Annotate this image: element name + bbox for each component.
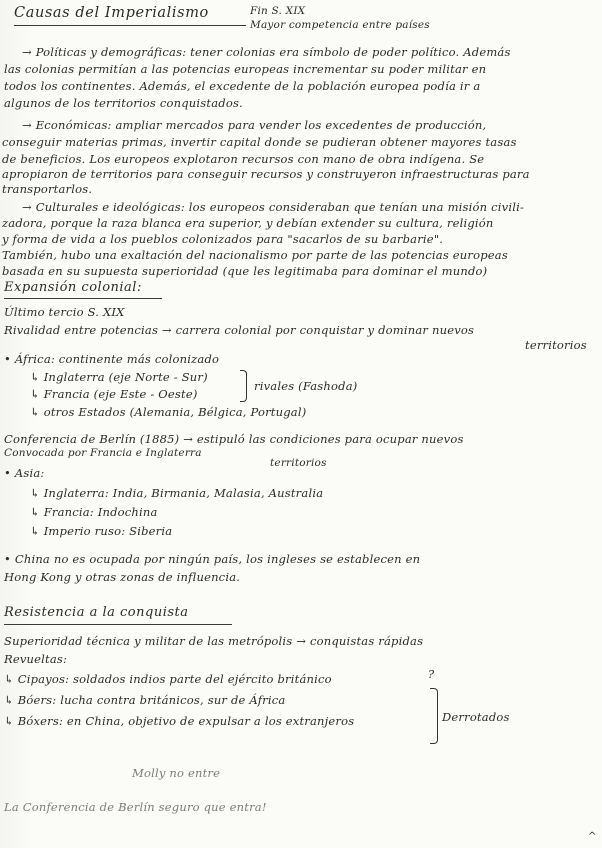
rivalry-line-cont: territorios [525,338,587,352]
resistance-item: ↳ Cipayos: soldados indios parte del ejército británico [4,672,332,686]
text-line: También, hubo una exaltación del nacionalismo por parte de las potencias europeas [2,248,508,262]
africa-item: ↳ Inglaterra (eje Norte - Sur) [30,370,208,384]
section-heading-resistance: Resistencia a la conquista [4,605,189,620]
text-line: apropiaron de territorios para conseguir recursos y construyeron infraestructuras para [2,167,530,181]
text-line: las colonias permitían a las potencias europeas incrementar su poder militar en [4,62,487,76]
page-title: Causas del Imperialismo [14,5,209,21]
pencil-note: La Conferencia de Berlín seguro que entra! [4,800,267,814]
asia-label: • Asia: [4,466,45,480]
title-underline [14,25,246,26]
text-line: de beneficios. Los europeos explotaron recursos con mano de obra indígena. Se [2,152,485,166]
section-heading-expansion: Expansión colonial: [4,280,142,295]
header-date: Fin S. XIX [250,5,306,17]
asia-item: ↳ Inglaterra: India, Birmania, Malasia, Australia [30,486,324,500]
berlin-line: Conferencia de Berlín (1885) → estipuló las condiciones para ocupar nuevos [4,432,464,446]
africa-label: • África: continente más colonizado [4,352,220,366]
resistance-result: Derrotados [442,710,510,724]
text-line: → Económicas: ampliar mercados para vender los excedentes de producción, [22,118,487,132]
resistance-item: ↳ Bóers: lucha contra británicos, sur de África [4,693,286,707]
text-line: basada en su supuesta superioridad (que les legitimaba para dominar el mundo) [2,264,488,278]
corner-mark: ^ [588,831,597,842]
africa-note: rivales (Fashoda) [254,379,358,393]
heading-underline [4,624,232,625]
resistance-intro: Superioridad técnica y militar de las metrópolis → conquistas rápidas [4,634,424,648]
text-line: y forma de vida a los pueblos colonizados para "sacarlos de su barbarie". [2,232,444,246]
pencil-note: Molly no entre [132,766,221,780]
text-line: → Culturales e ideológicas: los europeos consideraban que tenían una misión civili- [22,200,525,214]
text-line: conseguir materias primas, invertir capital donde se pudieran obtener mayores tasas [2,135,517,149]
resistance-intro: Revueltas: [4,652,68,666]
text-line: zadora, porque la raza blanca era superior, y debían extender su cultura, religión [2,216,494,230]
text-line: algunos de los territorios conquistados. [4,96,243,110]
asia-item: ↳ Francia: Indochina [30,505,158,519]
berlin-convocada: Convocada por Francia e Inglaterra [4,447,202,459]
asia-item: ↳ Imperio ruso: Siberia [30,524,173,538]
berlin-line-cont: territorios [270,457,327,469]
header-subtitle: Mayor competencia entre países [250,19,430,31]
question-mark: ? [428,667,435,681]
text-line: todos los continentes. Además, el excedente de la población europea podía ir a [4,79,481,93]
china-line: • China no es ocupada por ningún país, los ingleses se establecen en [4,552,421,566]
heading-underline [4,298,162,299]
africa-brace [240,370,247,402]
africa-item: ↳ Francia (eje Este - Oeste) [30,387,198,401]
text-line: → Políticas y demográficas: tener colonias era símbolo de poder político. Además [22,45,511,59]
africa-item: ↳ otros Estados (Alemania, Bélgica, Portugal) [30,405,307,419]
expansion-date: Último tercio S. XIX [4,305,125,319]
rivalry-line: Rivalidad entre potencias → carrera colonial por conquistar y dominar nuevos [4,323,475,337]
text-line: transportarlos. [2,182,93,196]
resistance-brace [430,688,438,744]
resistance-item: ↳ Bóxers: en China, objetivo de expulsar a los extranjeros [4,714,355,728]
china-line: Hong Kong y otras zonas de influencia. [4,570,241,584]
